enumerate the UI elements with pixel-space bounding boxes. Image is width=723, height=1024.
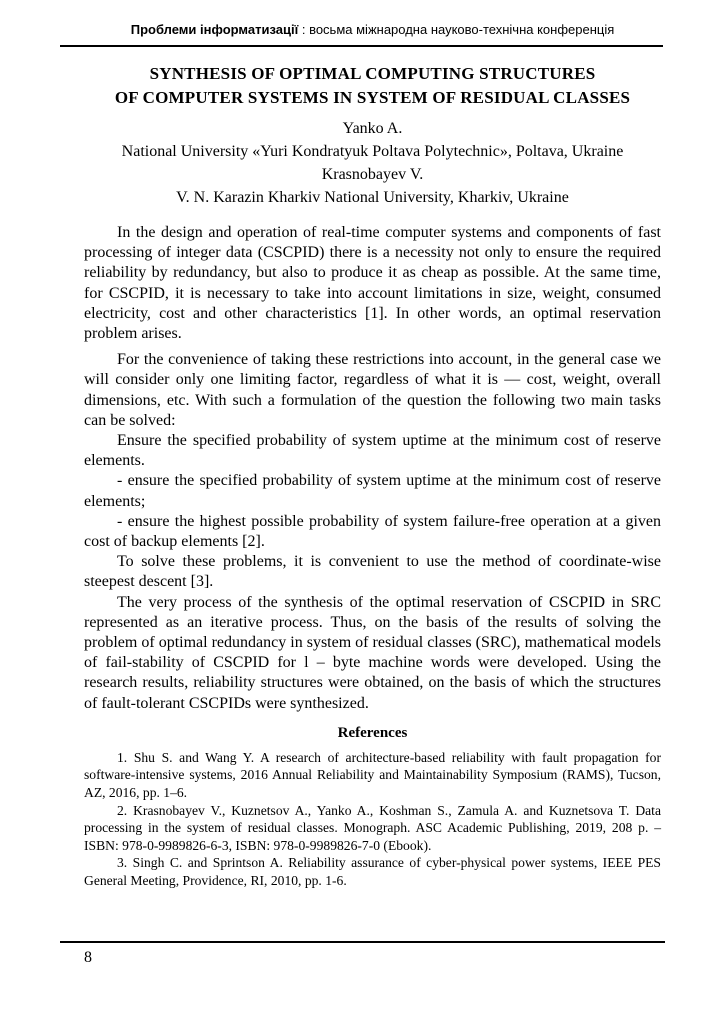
conference-subtitle: : восьма міжнародна науково-технічна конференція (298, 22, 615, 37)
paragraph-3: To solve these problems, it is convenient to use the method of coordinate-wise steepest descent [3]. (84, 553, 661, 591)
paper-title-line2: OF COMPUTER SYSTEMS IN SYSTEM OF RESIDUAL CLASSES (114, 88, 631, 107)
paragraph-1: In the design and operation of real-time computer systems and components of fast processing of integer data (CSCPID) there is a necessity not only to ensure the required reliability by redundancy, but also to produce it as cheap as possible. At the same time, for CSCPID, it is necessary to take into account limitations in size, weight, consumed electricity, cost and other characteristics [1]. In other words, an optimal reservation problem arises. (84, 224, 661, 343)
abstract-body (84, 223, 661, 714)
reference-item-2: 2. Krasnobayev V., Kuznetsov A., Yanko A., Koshman S., Zamula A. and Kuznetsova T. Data processing in the system of residual classes. Monograph. ASC Academic Publishing, 2019, 208 p. – ISBN: 978-0-9989826-6-3, ISBN: 978-0-9989826-7-0 (Ebook). (84, 802, 661, 853)
running-header (84, 22, 661, 38)
references-heading: References (337, 724, 408, 741)
author-affiliation-1: National University «Yuri Kondratyuk Poltava Polytechnic», Poltava, Ukraine (121, 143, 624, 160)
footer-rule (60, 941, 665, 943)
page-number: 8 (84, 949, 92, 966)
conference-name: Проблеми інформатизації (130, 22, 299, 37)
task-item-2: - ensure the specified probability of system uptime at the minimum cost of reserve elements; (84, 472, 661, 510)
authors-block (84, 117, 661, 209)
author-name-2: Krasnobayev V. (321, 166, 424, 183)
references-list (84, 749, 661, 890)
reference-item-1: 1. Shu S. and Wang Y. A research of architecture-based reliability with fault propagation for software-intensive systems, 2016 Annual Reliability and Maintainability Symposium (RAMS), Tucson, AZ, 2016, pp. 1–6. (84, 749, 661, 801)
task-item-3: - ensure the highest possible probability of system failure-free operation at a given cost of backup elements [2]. (84, 512, 661, 551)
reference-item-3: 3. Singh C. and Sprintson A. Reliability assurance of cyber-physical power systems, IEEE PES General Meeting, Providence, RI, 2010, pp. 1-6. (84, 855, 661, 889)
paper-title (84, 62, 661, 110)
paragraph-2: For the convenience of taking these restrictions into account, in the general case we will consider only one limiting factor, regardless of what it is — cost, weight, overall dimensions, etc. With such a formulation of the question the following two main tasks can be solved: (84, 351, 661, 429)
paragraph-4: The very process of the synthesis of the optimal reservation of CSCPID in SRC represented as an iterative process. Thus, on the basis of the results of solving the problem of optimal redundancy in system of residual classes (SRC), mathematical models of fail-stability of CSCPID for l – byte machine words were developed. Using the research results, reliability structures were obtained, on the basis of which the structures of fault-tolerant CSCPIDs were synthesized. (84, 593, 661, 712)
page-footer (60, 941, 665, 968)
author-affiliation-2: V. N. Karazin Kharkiv National University, Kharkiv, Ukraine (176, 189, 569, 206)
author-name-1: Yanko A. (342, 120, 403, 137)
task-item-1: Ensure the specified probability of system uptime at the minimum cost of reserve elements. (84, 432, 661, 470)
paper-title-line1: SYNTHESIS OF OPTIMAL COMPUTING STRUCTURES (149, 64, 596, 83)
header-rule (60, 45, 663, 47)
